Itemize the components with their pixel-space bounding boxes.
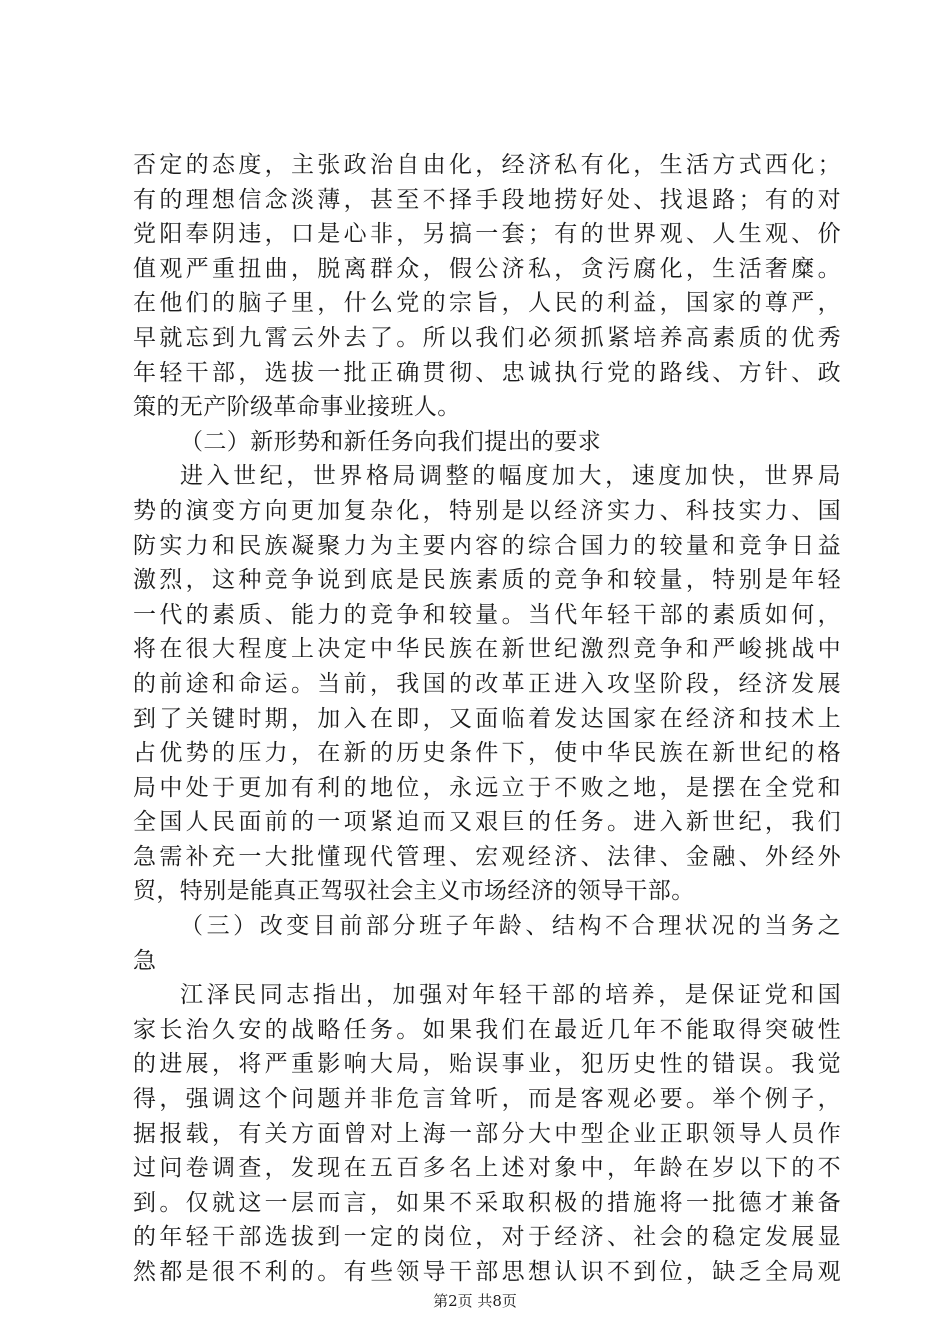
- text-line: 得，强调这个问题并非危言耸听，而是客观必要。举个例子，: [133, 1086, 841, 1113]
- text-line: 党阳奉阴违，口是心非，另搞一套；有的世界观、人生观、价: [133, 221, 841, 248]
- text-line: 年轻干部，选拔一批正确贯彻、忠诚执行党的路线、方针、政: [133, 359, 841, 386]
- document-body: [133, 148, 841, 1290]
- text-line: 否定的态度，主张政治自由化，经济私有化，生活方式西化；: [133, 152, 841, 178]
- page-footer: 第2页 共8页: [433, 1292, 517, 1310]
- text-line: 将在很大程度上决定中华民族在新世纪激烈竞争和严峻挑战中: [133, 636, 841, 663]
- text-line: 江泽民同志指出，加强对年轻干部的培养，是保证党和国: [180, 982, 841, 1009]
- text-line: 的前途和命运。当前，我国的改革正进入攻坚阶段，经济发展: [133, 670, 841, 697]
- text-line: 激烈，这种竞争说到底是民族素质的竞争和较量，特别是年轻: [133, 567, 841, 594]
- text-line: 策的无产阶级革命事业接班人。: [133, 394, 461, 421]
- text-line: 到。仅就这一层而言，如果不采取积极的措施将一批德才兼备: [133, 1189, 841, 1216]
- text-line: （三）改变目前部分班子年龄、结构不合理状况的当务之: [180, 913, 841, 940]
- text-line: 占优势的压力，在新的历史条件下，使中华民族在新世纪的格: [133, 740, 841, 767]
- text-line: 急: [133, 947, 157, 974]
- text-line: 在他们的脑子里，什么党的宗旨，人民的利益，国家的尊严，: [133, 290, 841, 317]
- text-line: 据报载，有关方面曾对上海一部分大中型企业正职领导人员作: [133, 1120, 841, 1147]
- text-line: 进入世纪，世界格局调整的幅度加大，速度加快，世界局: [180, 463, 841, 490]
- text-line: 贸，特别是能真正驾驭社会主义市场经济的领导干部。: [133, 878, 695, 905]
- text-line: 到了关键时期，加入在即，又面临着发达国家在经济和技术上: [133, 705, 841, 732]
- text-line: 家长治久安的战略任务。如果我们在最近几年不能取得突破性: [133, 1016, 841, 1043]
- text-line: 然都是很不利的。有些领导干部思想认识不到位，缺乏全局观: [133, 1259, 841, 1285]
- text-line: 局中处于更加有利的地位，永远立于不败之地，是摆在全党和: [133, 774, 841, 801]
- text-line: 一代的素质、能力的竞争和较量。当代年轻干部的素质如何，: [133, 601, 841, 628]
- text-line: 全国人民面前的一项紧迫而又艰巨的任务。进入新世纪，我们: [133, 809, 841, 836]
- text-line: 的进展，将严重影响大局，贻误事业，犯历史性的错误。我觉: [133, 1051, 841, 1078]
- text-line: 值观严重扭曲，脱离群众，假公济私，贪污腐化，生活奢糜。: [133, 255, 841, 282]
- text-line: 急需补充一大批懂现代管理、宏观经济、法律、金融、外经外: [133, 843, 841, 870]
- text-line: （二）新形势和新任务向我们提出的要求: [180, 428, 602, 455]
- text-line: 过问卷调查，发现在五百多名上述对象中，年龄在岁以下的不: [133, 1155, 841, 1182]
- text-line: 的年轻干部选拔到一定的岗位，对于经济、社会的稳定发展显: [133, 1224, 841, 1251]
- text-line: 防实力和民族凝聚力为主要内容的综合国力的较量和竞争日益: [133, 532, 841, 559]
- text-line: 有的理想信念淡薄，甚至不择手段地捞好处、找退路；有的对: [133, 186, 841, 213]
- text-line: 势的演变方向更加复杂化，特别是以经济实力、科技实力、国: [133, 497, 841, 524]
- text-line: 早就忘到九霄云外去了。所以我们必须抓紧培养高素质的优秀: [133, 324, 841, 351]
